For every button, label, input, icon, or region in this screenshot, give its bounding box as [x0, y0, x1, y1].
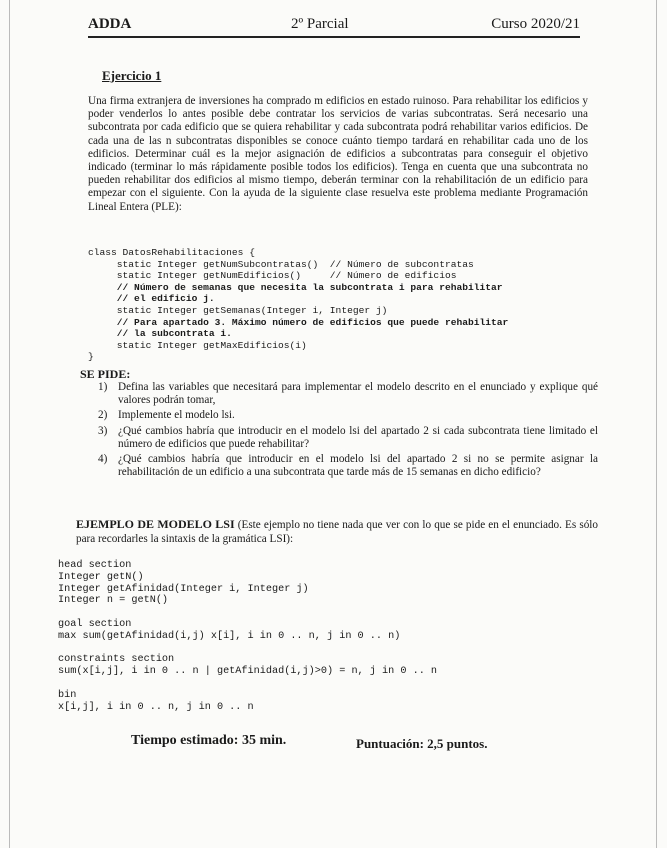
question-text: Implemente el modelo lsi. — [118, 409, 235, 422]
code-line: static Integer getSemanas(Integer i, Integer j) — [88, 304, 388, 316]
problem-statement: Una firma extranjera de inversiones ha comprado m edificios en estado ruinoso. Para rehabilitar los edificios y poder venderlos lo antes posible debe contratar los servicios de varias subcontratas. Será necesario una subcontrata por cada edificio que se quiera rehabilitar y cada subcontrata podrá rehabilitar varios edificios. De cada una de las n subcontratas disponibles se conoce cuánto tiempo tardará en rehabilitar cada uno de los edificios. Determinar cuál es la mejor asignación de edificios a subcontratas para conseguir el objetivo indicado (terminar lo más rápidamente posible todos los edificios). Tenga en cuenta que una subcontrata no pueden rehabilitar dos edificios al mismo tiempo, deberán terminar con la rehabilitación de un edificio para empezar con el siguiente. Con la ayuda de la siguiente clase resuelva este problema mediante Programación Lineal Entera (PLE): — [88, 95, 588, 213]
code-line: static Integer getNumSubcontratas() // Número de subcontratas — [88, 258, 474, 270]
question-text: ¿Qué cambios habría que introducir en el modelo lsi del apartado 2 si no se permite asignar la rehabilitación de un edificio a una subcontrata que tarde más de 15 semanas en dicho edificio? — [118, 453, 598, 479]
lsi-line: x[i,j], i in 0 .. n, j in 0 .. n — [58, 701, 254, 713]
question-number: 1) — [98, 381, 108, 393]
code-line: // la subcontrata i. — [88, 328, 232, 340]
header-bar — [88, 14, 580, 38]
exercise-title: Ejercicio 1 — [102, 68, 162, 83]
question-number: 3) — [98, 424, 108, 437]
lsi-line: Integer n = getN() — [58, 595, 169, 607]
academic-year: Curso 2020/21 — [491, 16, 580, 32]
question-text: ¿Qué cambios habría que introducir en el modelo lsi del apartado 2 si cada subcontrata tiene limitado el número de edificios que puede rehabilitar? — [118, 424, 598, 450]
question-item — [98, 381, 598, 407]
example-intro — [76, 517, 598, 546]
right-margin-line — [656, 0, 657, 848]
lsi-line: Integer getN() — [58, 571, 144, 583]
code-line: // Para apartado 3. Máximo número de edificios que puede rehabilitar — [88, 316, 509, 328]
code-line: static Integer getMaxEdificios(i) — [88, 339, 307, 351]
example-text: (Este ejemplo no tiene nada que ver con lo que se pide en el enunciado. Es sólo para recordarles la sintaxis de la gramática LSI): — [76, 519, 599, 545]
se-pide-heading: SE PIDE: — [80, 367, 131, 381]
lsi-line: max sum(getAfinidad(i,j) x[i], i in 0 .. n, j in 0 .. n) — [58, 630, 401, 642]
lsi-line: Integer getAfinidad(Integer i, Integer j) — [58, 583, 309, 595]
example-title: EJEMPLO DE MODELO LSI — [76, 517, 235, 531]
left-margin-line — [9, 0, 10, 848]
lsi-line: sum(x[i,j], i in 0 .. n | getAfinidad(i,j)>0) = n, j in 0 .. n — [58, 666, 438, 678]
code-line: } — [88, 351, 94, 363]
question-item — [98, 453, 598, 479]
course-name: ADDA — [88, 16, 132, 32]
questions-list — [98, 381, 598, 481]
lsi-line: bin — [58, 689, 77, 701]
estimated-time: Tiempo estimado: 35 min. — [131, 733, 287, 748]
code-line: class DatosRehabilitaciones { — [88, 247, 255, 258]
lsi-line: constraints section — [58, 654, 175, 666]
lsi-line: goal section — [58, 618, 132, 630]
code-line: // el edificio j. — [88, 293, 215, 305]
code-line: // Número de semanas que necesita la subcontrata i para rehabilitar — [88, 281, 503, 293]
question-number: 2) — [98, 409, 108, 422]
lsi-code-block — [58, 560, 618, 713]
question-text: Defina las variables que necesitará para implementar el modelo descrito en el enunciado y explique qué valores podrán tomar, — [118, 381, 598, 407]
question-item — [98, 425, 598, 451]
score: Puntuación: 2,5 puntos. — [356, 736, 488, 751]
exam-name: 2º Parcial — [291, 16, 349, 32]
lsi-line: head section — [58, 560, 132, 571]
class-code-block — [88, 247, 608, 363]
question-item — [98, 409, 598, 422]
question-number: 4) — [98, 453, 108, 466]
code-line: static Integer getNumEdificios() // Número de edificios — [88, 270, 457, 282]
